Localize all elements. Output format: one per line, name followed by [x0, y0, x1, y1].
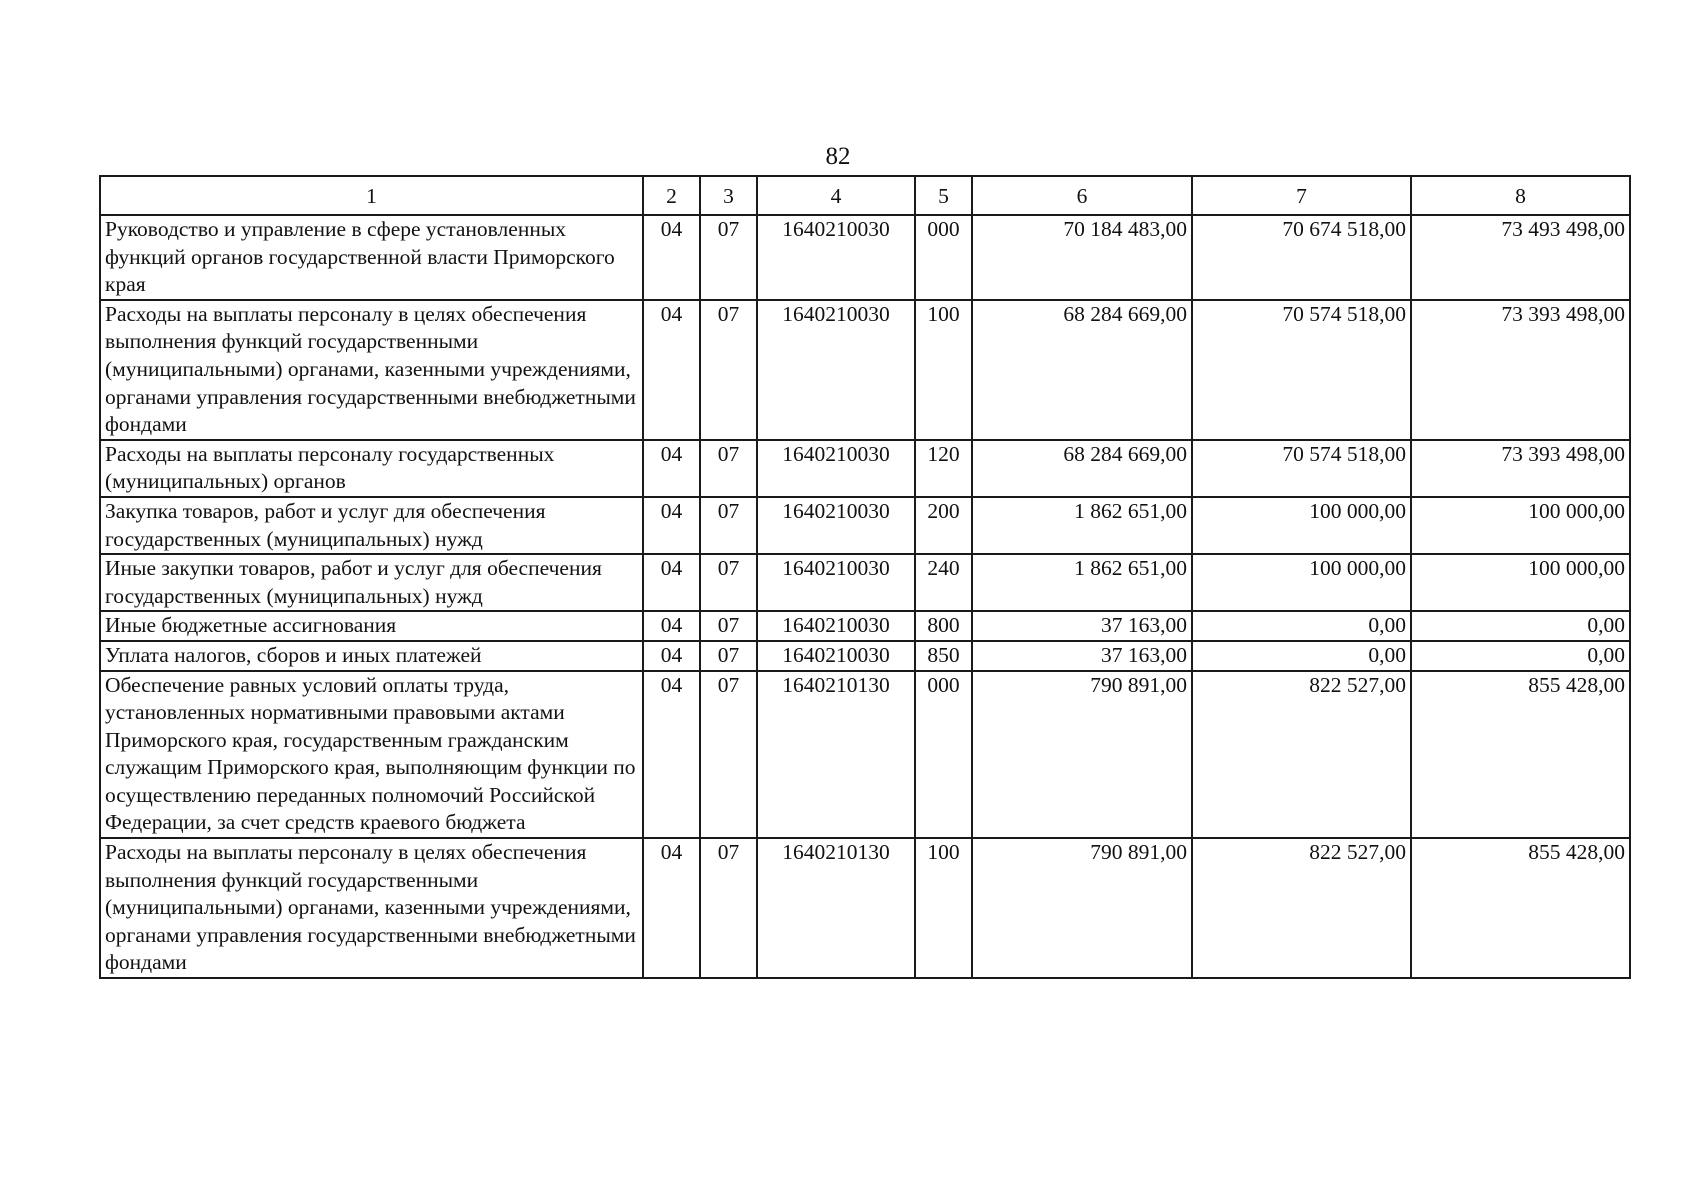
table-row: [100, 838, 1630, 978]
row-name: Расходы на выплаты персоналу в целях обеспечения выполнения функций государственными (муниципальными) органами, казенными учреждениями, органами управления государственными внебюджетными фондами: [100, 300, 643, 440]
row-subsection: 07: [700, 611, 757, 641]
row-subsection: 07: [700, 641, 757, 671]
col-header-4: 4: [757, 176, 915, 215]
row-amount-col8: 0,00: [1411, 641, 1630, 671]
row-section: 04: [643, 641, 700, 671]
page-number: 82: [825, 143, 851, 170]
col-header-7: 7: [1192, 176, 1411, 215]
table-row: [100, 671, 1630, 839]
table-row: [100, 641, 1630, 671]
row-section: 04: [643, 838, 700, 978]
row-amount-col8: 73 393 498,00: [1411, 440, 1630, 497]
row-amount-col6: 68 284 669,00: [972, 440, 1192, 497]
row-name: Закупка товаров, работ и услуг для обеспечения государственных (муниципальных) нужд: [100, 497, 643, 554]
row-name: Уплата налогов, сборов и иных платежей: [100, 641, 643, 671]
col-header-3: 3: [700, 176, 757, 215]
row-amount-col6: 70 184 483,00: [972, 215, 1192, 300]
row-amount-col7: 822 527,00: [1192, 671, 1411, 839]
row-target-article: 1640210030: [757, 611, 915, 641]
row-section: 04: [643, 671, 700, 839]
col-header-2: 2: [643, 176, 700, 215]
row-amount-col6: 37 163,00: [972, 641, 1192, 671]
col-header-6: 6: [972, 176, 1192, 215]
row-amount-col7: 70 574 518,00: [1192, 440, 1411, 497]
row-amount-col8: 0,00: [1411, 611, 1630, 641]
row-amount-col8: 100 000,00: [1411, 554, 1630, 611]
row-section: 04: [643, 497, 700, 554]
row-subsection: 07: [700, 440, 757, 497]
row-name: Расходы на выплаты персоналу государственных (муниципальных) органов: [100, 440, 643, 497]
col-header-8: 8: [1411, 176, 1630, 215]
row-target-article: 1640210030: [757, 215, 915, 300]
row-name: Обеспечение равных условий оплаты труда, установленных нормативными правовыми актами Приморского края, государственным гражданским служащим Приморского края, выполняющим функции по осуществлению переданных полномочий Российской Федерации, за счет средств краевого бюджета: [100, 671, 643, 839]
row-expense-type: 800: [915, 611, 972, 641]
row-amount-col7: 100 000,00: [1192, 497, 1411, 554]
row-amount-col8: 855 428,00: [1411, 838, 1630, 978]
table-row: [100, 611, 1630, 641]
row-amount-col8: 100 000,00: [1411, 497, 1630, 554]
row-section: 04: [643, 215, 700, 300]
row-amount-col6: 1 862 651,00: [972, 554, 1192, 611]
row-expense-type: 000: [915, 671, 972, 839]
table-row: [100, 497, 1630, 554]
row-name: Иные бюджетные ассигнования: [100, 611, 643, 641]
table-row: [100, 300, 1630, 440]
row-amount-col6: 68 284 669,00: [972, 300, 1192, 440]
row-name: Иные закупки товаров, работ и услуг для обеспечения государственных (муниципальных) нужд: [100, 554, 643, 611]
budget-table: [99, 175, 1631, 979]
row-amount-col6: 37 163,00: [972, 611, 1192, 641]
row-expense-type: 100: [915, 838, 972, 978]
row-expense-type: 200: [915, 497, 972, 554]
row-target-article: 1640210030: [757, 497, 915, 554]
row-section: 04: [643, 611, 700, 641]
row-amount-col7: 70 674 518,00: [1192, 215, 1411, 300]
table-row: [100, 215, 1630, 300]
table-row: [100, 554, 1630, 611]
table-row: [100, 440, 1630, 497]
row-expense-type: 100: [915, 300, 972, 440]
row-section: 04: [643, 554, 700, 611]
row-subsection: 07: [700, 215, 757, 300]
row-amount-col6: 790 891,00: [972, 838, 1192, 978]
row-amount-col6: 1 862 651,00: [972, 497, 1192, 554]
row-subsection: 07: [700, 671, 757, 839]
row-amount-col7: 70 574 518,00: [1192, 300, 1411, 440]
row-amount-col6: 790 891,00: [972, 671, 1192, 839]
row-name: Руководство и управление в сфере установленных функций органов государственной власти Приморского края: [100, 215, 643, 300]
row-expense-type: 850: [915, 641, 972, 671]
row-subsection: 07: [700, 300, 757, 440]
row-subsection: 07: [700, 554, 757, 611]
col-header-5: 5: [915, 176, 972, 215]
row-target-article: 1640210030: [757, 554, 915, 611]
row-amount-col7: 100 000,00: [1192, 554, 1411, 611]
row-target-article: 1640210030: [757, 440, 915, 497]
row-subsection: 07: [700, 838, 757, 978]
row-amount-col8: 855 428,00: [1411, 671, 1630, 839]
row-target-article: 1640210030: [757, 641, 915, 671]
row-amount-col8: 73 493 498,00: [1411, 215, 1630, 300]
row-amount-col7: 0,00: [1192, 611, 1411, 641]
row-subsection: 07: [700, 497, 757, 554]
row-target-article: 1640210130: [757, 838, 915, 978]
row-target-article: 1640210030: [757, 300, 915, 440]
row-amount-col8: 73 393 498,00: [1411, 300, 1630, 440]
row-name: Расходы на выплаты персоналу в целях обеспечения выполнения функций государственными (муниципальными) органами, казенными учреждениями, органами управления государственными внебюджетными фондами: [100, 838, 643, 978]
row-target-article: 1640210130: [757, 671, 915, 839]
row-section: 04: [643, 300, 700, 440]
row-expense-type: 120: [915, 440, 972, 497]
row-expense-type: 000: [915, 215, 972, 300]
header-row: [100, 176, 1630, 215]
row-amount-col7: 822 527,00: [1192, 838, 1411, 978]
row-amount-col7: 0,00: [1192, 641, 1411, 671]
row-section: 04: [643, 440, 700, 497]
col-header-1: 1: [100, 176, 643, 215]
row-expense-type: 240: [915, 554, 972, 611]
